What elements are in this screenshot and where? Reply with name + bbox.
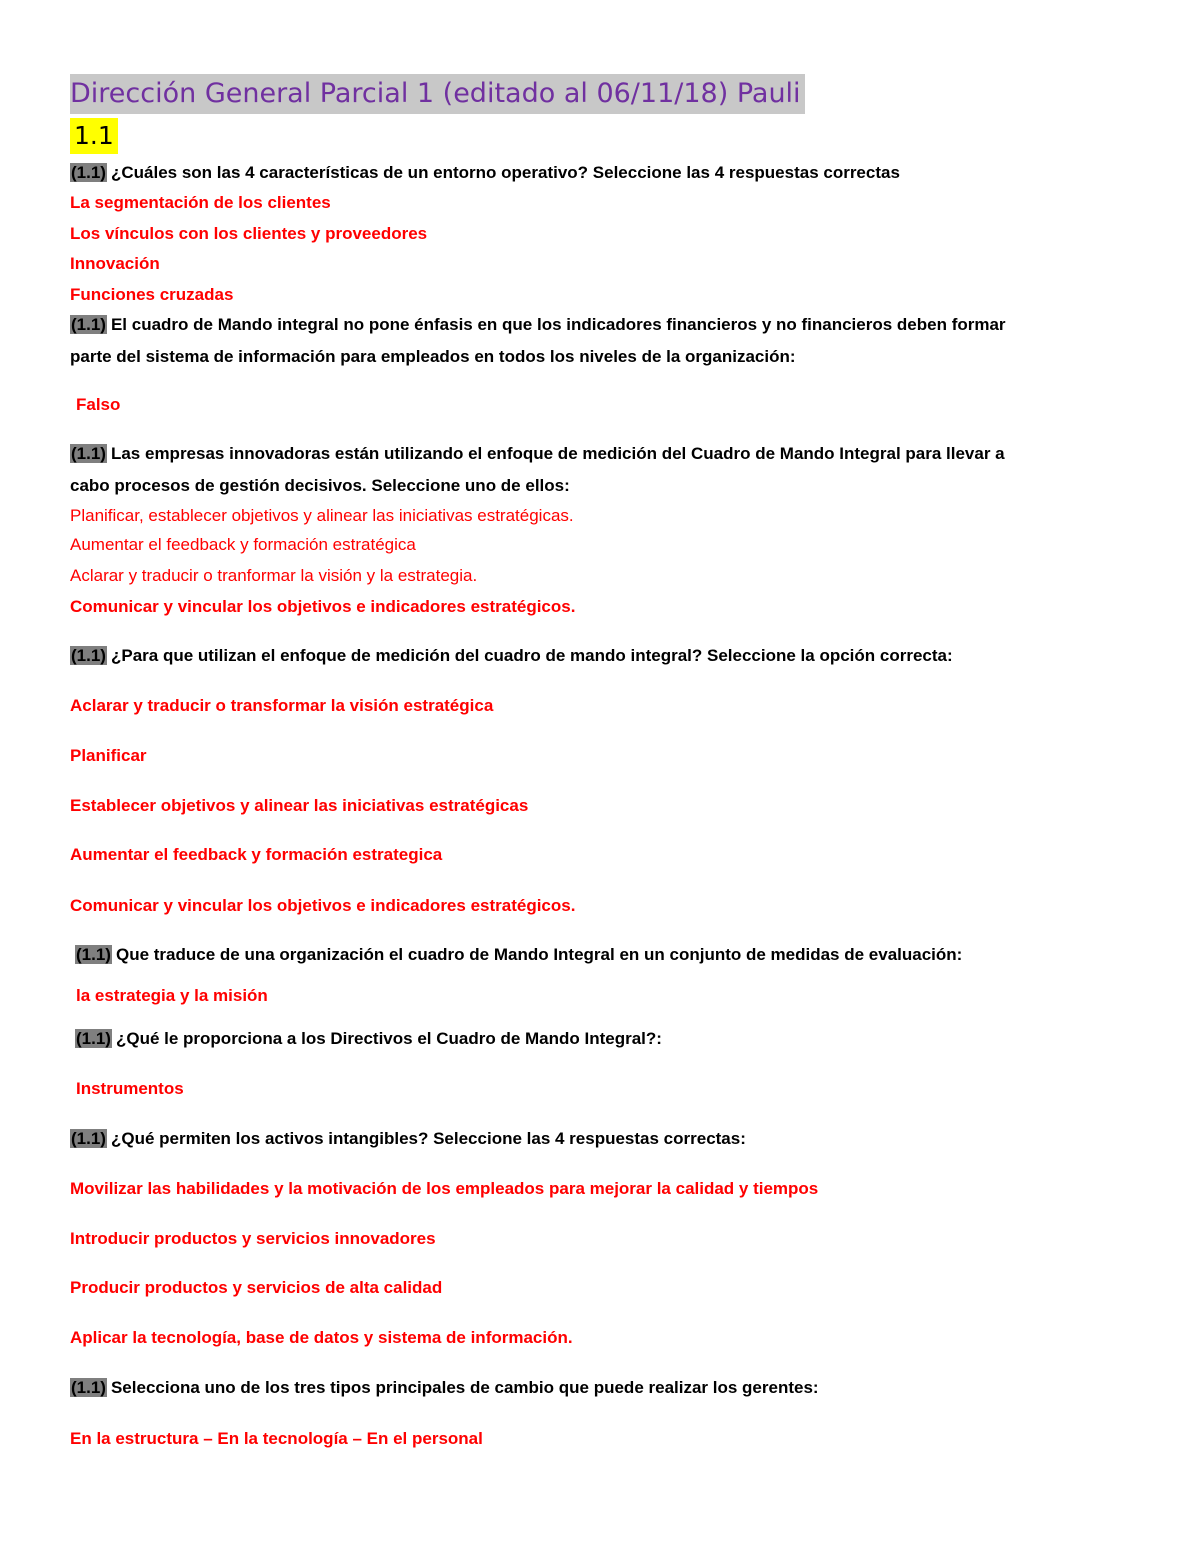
question-text: ¿Para que utilizan el enfoque de medición del cuadro de mando integral? Seleccione la opción correcta: xyxy=(110,646,953,665)
answer-4-5: Comunicar y vincular los objetivos e indicadores estratégicos. xyxy=(70,896,576,915)
answer-3-3: Aclarar y traducir o tranformar la visión y la estrategia. xyxy=(70,566,478,585)
question-2-continued: parte del sistema de información para empleados en todos los niveles de la organización: xyxy=(70,347,796,366)
question-tag: (1.1) xyxy=(71,315,106,334)
question-text: ¿Qué le proporciona a los Directivos el Cuadro de Mando Integral?: xyxy=(115,1029,662,1048)
document-title: Dirección General Parcial 1 (editado al 06/11/18) Pauli xyxy=(70,74,805,114)
question-tag: (1.1) xyxy=(71,1378,106,1397)
answer-7-3: Producir productos y servicios de alta calidad xyxy=(70,1278,443,1297)
question-text: Que traduce de una organización el cuadro de Mando Integral en un conjunto de medidas de evaluación: xyxy=(115,945,963,964)
question-1 xyxy=(70,162,900,184)
question-5 xyxy=(75,944,962,966)
answer-8: En la estructura – En la tecnología – En el personal xyxy=(70,1429,483,1448)
answer-4-4: Aumentar el feedback y formación estrategica xyxy=(70,845,443,864)
answer-5: la estrategia y la misión xyxy=(76,986,268,1005)
answer-3-2: Aumentar el feedback y formación estratégica xyxy=(70,535,416,554)
answer-4-3: Establecer objetivos y alinear las iniciativas estratégicas xyxy=(70,796,529,815)
answer-1-1: La segmentación de los clientes xyxy=(70,193,331,212)
question-tag: (1.1) xyxy=(76,1029,111,1048)
question-tag: (1.1) xyxy=(71,1129,106,1148)
answer-2: Falso xyxy=(76,395,121,414)
question-3 xyxy=(70,443,1005,465)
answer-7-2: Introducir productos y servicios innovadores xyxy=(70,1229,436,1248)
question-text: Las empresas innovadoras están utilizando el enfoque de medición del Cuadro de Mando Integral para llevar a xyxy=(110,444,1005,463)
question-tag: (1.1) xyxy=(71,163,106,182)
answer-3-4: Comunicar y vincular los objetivos e indicadores estratégicos. xyxy=(70,597,576,616)
section-heading: 1.1 xyxy=(70,118,118,154)
question-2 xyxy=(70,314,1006,336)
question-text: ¿Qué permiten los activos intangibles? Seleccione las 4 respuestas correctas: xyxy=(110,1129,746,1148)
question-7 xyxy=(70,1128,746,1150)
question-tag: (1.1) xyxy=(71,444,106,463)
question-6 xyxy=(75,1028,662,1050)
answer-7-4: Aplicar la tecnología, base de datos y sistema de información. xyxy=(70,1328,573,1347)
answer-7-1: Movilizar las habilidades y la motivación de los empleados para mejorar la calidad y tiempos xyxy=(70,1179,819,1198)
question-tag: (1.1) xyxy=(76,945,111,964)
answer-6: Instrumentos xyxy=(76,1079,184,1098)
question-text: ¿Cuáles son las 4 características de un entorno operativo? Seleccione las 4 respuestas correctas xyxy=(110,163,900,182)
answer-4-1: Aclarar y traducir o transformar la visión estratégica xyxy=(70,696,494,715)
answer-1-2: Los vínculos con los clientes y proveedores xyxy=(70,224,428,243)
question-3-continued: cabo procesos de gestión decisivos. Seleccione uno de ellos: xyxy=(70,476,570,495)
answer-1-3: Innovación xyxy=(70,254,160,273)
answer-3-1: Planificar, establecer objetivos y alinear las iniciativas estratégicas. xyxy=(70,506,574,525)
answer-4-2: Planificar xyxy=(70,746,147,765)
question-4 xyxy=(70,645,953,667)
question-tag: (1.1) xyxy=(71,646,106,665)
question-text: El cuadro de Mando integral no pone énfasis en que los indicadores financieros y no financieros deben formar xyxy=(110,315,1006,334)
question-8 xyxy=(70,1377,819,1399)
question-text: Selecciona uno de los tres tipos principales de cambio que puede realizar los gerentes: xyxy=(110,1378,819,1397)
answer-1-4: Funciones cruzadas xyxy=(70,285,234,304)
